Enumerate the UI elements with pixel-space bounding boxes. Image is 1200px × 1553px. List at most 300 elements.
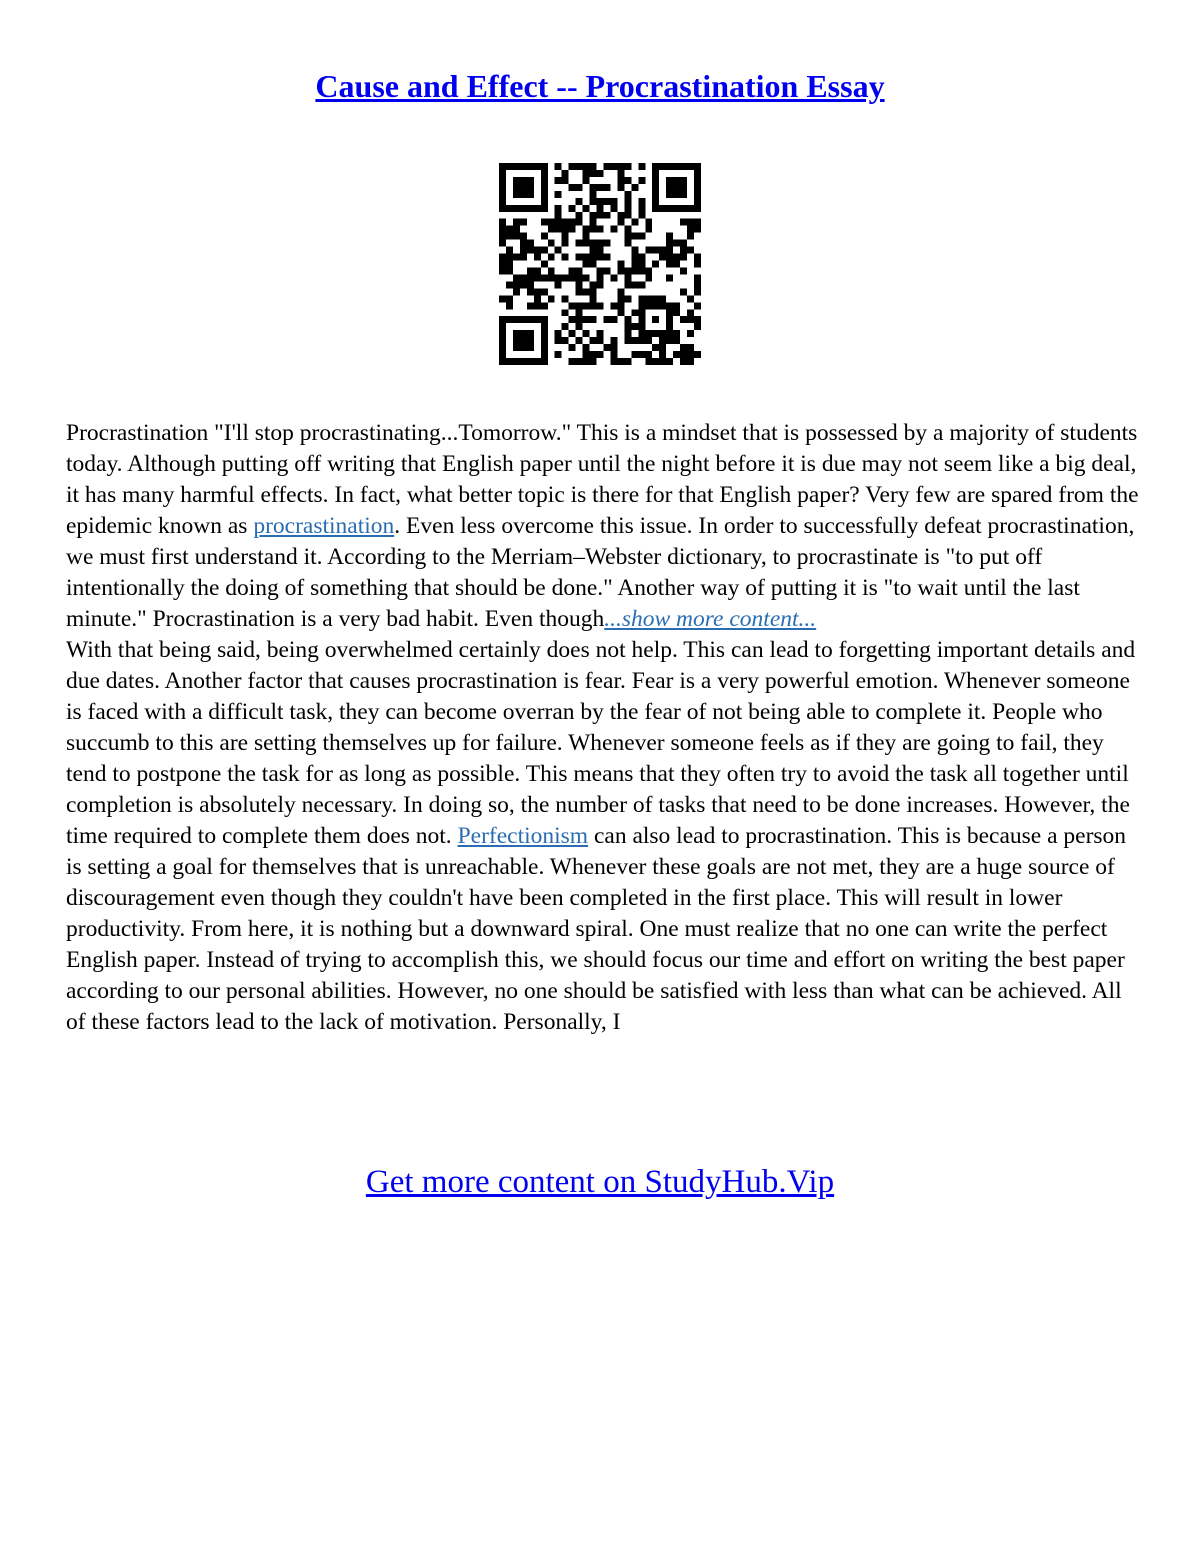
qr-module: [555, 281, 562, 288]
qr-module: [638, 233, 645, 240]
qr-module: [527, 358, 534, 365]
qr-module: [513, 358, 520, 365]
qr-module: [694, 274, 701, 281]
qr-module: [680, 344, 687, 351]
qr-module: [673, 254, 680, 261]
qr-module: [527, 330, 534, 337]
qr-module: [541, 170, 548, 177]
qr-module: [610, 198, 617, 205]
studyhub-link[interactable]: Get more content on StudyHub.Vip: [365, 1164, 835, 1200]
qr-module: [527, 177, 534, 184]
qr-module: [624, 330, 631, 337]
qr-module: [694, 184, 701, 191]
qr-module: [666, 247, 673, 254]
qr-module: [610, 205, 617, 212]
qr-module: [694, 323, 701, 330]
qr-module: [666, 177, 673, 184]
qr-module: [666, 240, 673, 247]
qr-module: [624, 240, 631, 247]
qr-module: [666, 163, 673, 170]
qr-module: [576, 309, 583, 316]
qr-module: [603, 212, 610, 219]
qr-module: [513, 219, 520, 226]
qr-module: [569, 358, 576, 365]
qr-module: [597, 302, 604, 309]
qr-module: [680, 358, 687, 365]
qr-module: [555, 351, 562, 358]
qr-module: [562, 323, 569, 330]
qr-module: [576, 240, 583, 247]
qr-module: [680, 177, 687, 184]
qr-module: [513, 226, 520, 233]
qr-module: [569, 184, 576, 191]
qr-module: [666, 191, 673, 198]
qr-module: [513, 274, 520, 281]
qr-module: [506, 358, 513, 365]
qr-module: [597, 337, 604, 344]
qr-module: [534, 163, 541, 170]
qr-module: [590, 261, 597, 268]
qr-module: [590, 254, 597, 261]
qr-module: [610, 274, 617, 281]
qr-module: [673, 240, 680, 247]
qr-module: [624, 191, 631, 198]
qr-module: [624, 323, 631, 330]
qr-module: [527, 316, 534, 323]
qr-module: [680, 247, 687, 254]
qr-module: [583, 170, 590, 177]
qr-module: [555, 191, 562, 198]
qr-module: [624, 177, 631, 184]
qr-module: [687, 295, 694, 302]
procrastination-link[interactable]: procrastination: [253, 513, 395, 539]
qr-module: [499, 351, 506, 358]
qr-module: [527, 184, 534, 191]
qr-module: [499, 267, 506, 274]
qr-module: [617, 163, 624, 170]
qr-module: [590, 163, 597, 170]
title-link[interactable]: Cause and Effect -- Procrastination Essay: [315, 68, 885, 104]
qr-module: [569, 219, 576, 226]
qr-module: [583, 274, 590, 281]
essay-paragraph-1: [66, 418, 1146, 635]
qr-module: [499, 198, 506, 205]
qr-module: [499, 240, 506, 247]
qr-module: [631, 309, 638, 316]
qr-module: [513, 337, 520, 344]
qr-module: [659, 302, 666, 309]
qr-module: [576, 274, 583, 281]
qr-module: [513, 316, 520, 323]
qr-module: [638, 254, 645, 261]
qr-module: [645, 219, 652, 226]
qr-module: [659, 163, 666, 170]
qr-module: [534, 295, 541, 302]
qr-module: [687, 247, 694, 254]
qr-module: [645, 295, 652, 302]
qr-module: [645, 302, 652, 309]
qr-module: [541, 337, 548, 344]
qr-module: [527, 267, 534, 274]
qr-module: [576, 281, 583, 288]
show-more-link[interactable]: ...show more content...: [604, 606, 817, 632]
qr-module: [659, 254, 666, 261]
qr-module: [645, 330, 652, 337]
qr-module: [603, 198, 610, 205]
qr-module: [541, 358, 548, 365]
qr-module: [506, 316, 513, 323]
qr-module: [513, 281, 520, 288]
qr-module: [680, 288, 687, 295]
qr-module: [569, 163, 576, 170]
qr-module: [506, 233, 513, 240]
qr-module: [506, 254, 513, 261]
qr-code-icon: [499, 163, 701, 365]
qr-module: [541, 323, 548, 330]
qr-module: [624, 233, 631, 240]
qr-module: [597, 226, 604, 233]
qr-module: [548, 267, 555, 274]
footer: [0, 1160, 1200, 1204]
qr-module: [576, 184, 583, 191]
page-title: [0, 64, 1200, 108]
qr-module: [541, 191, 548, 198]
qr-module: [541, 288, 548, 295]
qr-module: [506, 261, 513, 268]
qr-module: [590, 198, 597, 205]
qr-module: [534, 254, 541, 261]
qr-module: [673, 337, 680, 344]
qr-module: [680, 163, 687, 170]
qr-module: [506, 163, 513, 170]
qr-module: [513, 184, 520, 191]
qr-module: [673, 309, 680, 316]
qr-module: [645, 337, 652, 344]
qr-module: [583, 163, 590, 170]
qr-module: [541, 198, 548, 205]
qr-module: [680, 219, 687, 226]
qr-module: [520, 274, 527, 281]
qr-module: [617, 295, 624, 302]
qr-module: [513, 163, 520, 170]
qr-module: [666, 358, 673, 365]
qr-module: [520, 163, 527, 170]
qr-module: [638, 261, 645, 268]
qr-module: [666, 309, 673, 316]
qr-module: [624, 226, 631, 233]
qr-module: [631, 254, 638, 261]
qr-module: [562, 254, 569, 261]
qr-module: [527, 344, 534, 351]
qr-module: [680, 267, 687, 274]
qr-module: [673, 191, 680, 198]
qr-module: [652, 302, 659, 309]
qr-module: [534, 274, 541, 281]
qr-module: [562, 233, 569, 240]
qr-module: [610, 226, 617, 233]
qr-module: [590, 351, 597, 358]
qr-module: [520, 247, 527, 254]
qr-module: [527, 288, 534, 295]
qr-module: [499, 295, 506, 302]
qr-module: [624, 267, 631, 274]
qr-module: [673, 351, 680, 358]
qr-module: [597, 330, 604, 337]
qr-module: [687, 219, 694, 226]
qr-module: [562, 226, 569, 233]
qr-module: [694, 261, 701, 268]
qr-module: [617, 288, 624, 295]
qr-module: [569, 330, 576, 337]
qr-module: [541, 247, 548, 254]
qr-module: [590, 240, 597, 247]
qr-module: [694, 198, 701, 205]
qr-module: [520, 219, 527, 226]
qr-module: [576, 323, 583, 330]
qr-module: [527, 205, 534, 212]
qr-module: [569, 344, 576, 351]
qr-module: [576, 219, 583, 226]
qr-module: [624, 212, 631, 219]
qr-module: [590, 337, 597, 344]
qr-module: [687, 163, 694, 170]
qr-module: [694, 219, 701, 226]
qr-module: [597, 170, 604, 177]
qr-module: [520, 177, 527, 184]
qr-module: [631, 233, 638, 240]
qr-module: [659, 295, 666, 302]
qr-module: [583, 233, 590, 240]
qr-module: [499, 358, 506, 365]
qr-module: [520, 337, 527, 344]
qr-module: [638, 351, 645, 358]
qr-module: [576, 163, 583, 170]
qr-module: [520, 184, 527, 191]
qr-module: [590, 302, 597, 309]
qr-module: [562, 295, 569, 302]
qr-module: [694, 191, 701, 198]
qr-module: [527, 274, 534, 281]
qr-module: [617, 219, 624, 226]
qr-module: [527, 240, 534, 247]
qr-module: [680, 351, 687, 358]
qr-module: [520, 281, 527, 288]
qr-module: [555, 337, 562, 344]
qr-module: [590, 170, 597, 177]
qr-module: [555, 212, 562, 219]
qr-module: [548, 274, 555, 281]
qr-module: [541, 261, 548, 268]
qr-module: [659, 344, 666, 351]
qr-module: [590, 247, 597, 254]
qr-module: [590, 184, 597, 191]
qr-module: [624, 274, 631, 281]
qr-module: [534, 316, 541, 323]
qr-module: [666, 254, 673, 261]
qr-module: [499, 170, 506, 177]
qr-module: [666, 274, 673, 281]
qr-module: [652, 247, 659, 254]
qr-module: [610, 337, 617, 344]
qr-module: [631, 351, 638, 358]
qr-module: [520, 344, 527, 351]
qr-module: [631, 219, 638, 226]
qr-module: [590, 281, 597, 288]
qr-module: [555, 330, 562, 337]
qr-module: [499, 233, 506, 240]
qr-module: [652, 198, 659, 205]
qr-module: [638, 309, 645, 316]
qr-module: [513, 288, 520, 295]
qr-module: [569, 226, 576, 233]
qr-module: [624, 358, 631, 365]
qr-module: [694, 254, 701, 261]
qr-module: [659, 351, 666, 358]
qr-module: [680, 191, 687, 198]
qr-module: [506, 205, 513, 212]
qr-module: [590, 316, 597, 323]
qr-module: [513, 205, 520, 212]
qr-module: [548, 240, 555, 247]
qr-module: [569, 205, 576, 212]
qr-module: [541, 163, 548, 170]
qr-module: [583, 358, 590, 365]
qr-module: [617, 177, 624, 184]
qr-module: [555, 274, 562, 281]
qr-module: [603, 316, 610, 323]
qr-module: [631, 267, 638, 274]
qr-module: [659, 247, 666, 254]
perfectionism-link[interactable]: Perfectionism: [457, 823, 589, 849]
qr-module: [673, 184, 680, 191]
qr-module: [590, 226, 597, 233]
qr-module: [562, 274, 569, 281]
qr-module: [673, 261, 680, 268]
qr-module: [590, 288, 597, 295]
qr-module: [520, 205, 527, 212]
qr-module: [673, 177, 680, 184]
qr-module: [597, 254, 604, 261]
qr-module: [527, 337, 534, 344]
qr-module: [513, 233, 520, 240]
qr-module: [576, 316, 583, 323]
qr-module: [610, 316, 617, 323]
qr-module: [687, 316, 694, 323]
qr-module: [527, 302, 534, 309]
qr-module: [548, 254, 555, 261]
qr-module: [666, 205, 673, 212]
qr-module: [499, 344, 506, 351]
qr-module: [638, 212, 645, 219]
qr-module: [499, 163, 506, 170]
qr-module: [652, 261, 659, 268]
qr-module: [506, 302, 513, 309]
qr-module: [541, 316, 548, 323]
qr-module: [617, 302, 624, 309]
qr-module: [617, 212, 624, 219]
qr-module: [638, 323, 645, 330]
qr-module: [617, 184, 624, 191]
qr-module: [652, 316, 659, 323]
qr-module: [555, 247, 562, 254]
qr-module: [638, 337, 645, 344]
qr-module: [638, 205, 645, 212]
qr-module: [590, 212, 597, 219]
qr-module: [687, 344, 694, 351]
qr-module: [666, 316, 673, 323]
qr-module: [534, 247, 541, 254]
qr-module: [576, 358, 583, 365]
qr-module: [534, 267, 541, 274]
qr-module: [555, 219, 562, 226]
qr-module: [666, 184, 673, 191]
qr-module: [680, 240, 687, 247]
qr-module: [687, 226, 694, 233]
qr-module: [645, 247, 652, 254]
qr-module: [666, 302, 673, 309]
qr-module: [652, 344, 659, 351]
qr-module: [666, 323, 673, 330]
qr-module: [638, 177, 645, 184]
qr-module: [513, 254, 520, 261]
qr-module: [680, 316, 687, 323]
qr-module: [694, 177, 701, 184]
qr-module: [499, 330, 506, 337]
qr-module: [527, 247, 534, 254]
qr-module: [520, 191, 527, 198]
qr-module: [645, 351, 652, 358]
qr-module: [499, 205, 506, 212]
essay-paragraph-2: [66, 635, 1146, 1038]
qr-module: [652, 163, 659, 170]
qr-module: [645, 274, 652, 281]
qr-module: [659, 330, 666, 337]
qr-module: [597, 240, 604, 247]
qr-module: [520, 358, 527, 365]
qr-module: [666, 233, 673, 240]
qr-module: [638, 330, 645, 337]
qr-module: [694, 288, 701, 295]
qr-module: [541, 233, 548, 240]
qr-module: [562, 337, 569, 344]
qr-module: [597, 281, 604, 288]
qr-module: [597, 198, 604, 205]
qr-module: [499, 177, 506, 184]
qr-module: [583, 316, 590, 323]
qr-module: [687, 309, 694, 316]
qr-module: [583, 302, 590, 309]
qr-module: [513, 344, 520, 351]
qr-module: [631, 247, 638, 254]
qr-module: [534, 205, 541, 212]
qr-module: [548, 226, 555, 233]
qr-module: [617, 170, 624, 177]
qr-module: [576, 198, 583, 205]
qr-module: [520, 254, 527, 261]
qr-module: [562, 170, 569, 177]
qr-module: [680, 205, 687, 212]
qr-module: [603, 163, 610, 170]
qr-module: [548, 219, 555, 226]
qr-module: [624, 337, 631, 344]
qr-module: [652, 295, 659, 302]
qr-module: [541, 219, 548, 226]
qr-module: [506, 281, 513, 288]
qr-module: [687, 358, 694, 365]
qr-module: [506, 226, 513, 233]
paragraph-1-text: Procrastination "I'll stop procrastinating...Tomorrow." This is a mindset that is possessed by a majority of students today. Although putting off writing that English paper until the night before it is due may not seem like a big deal, it has many harmful effects. In fact, what better topic is there for that English paper? Very few are spared from the epidemic known as: [66, 420, 1139, 539]
qr-module: [610, 351, 617, 358]
